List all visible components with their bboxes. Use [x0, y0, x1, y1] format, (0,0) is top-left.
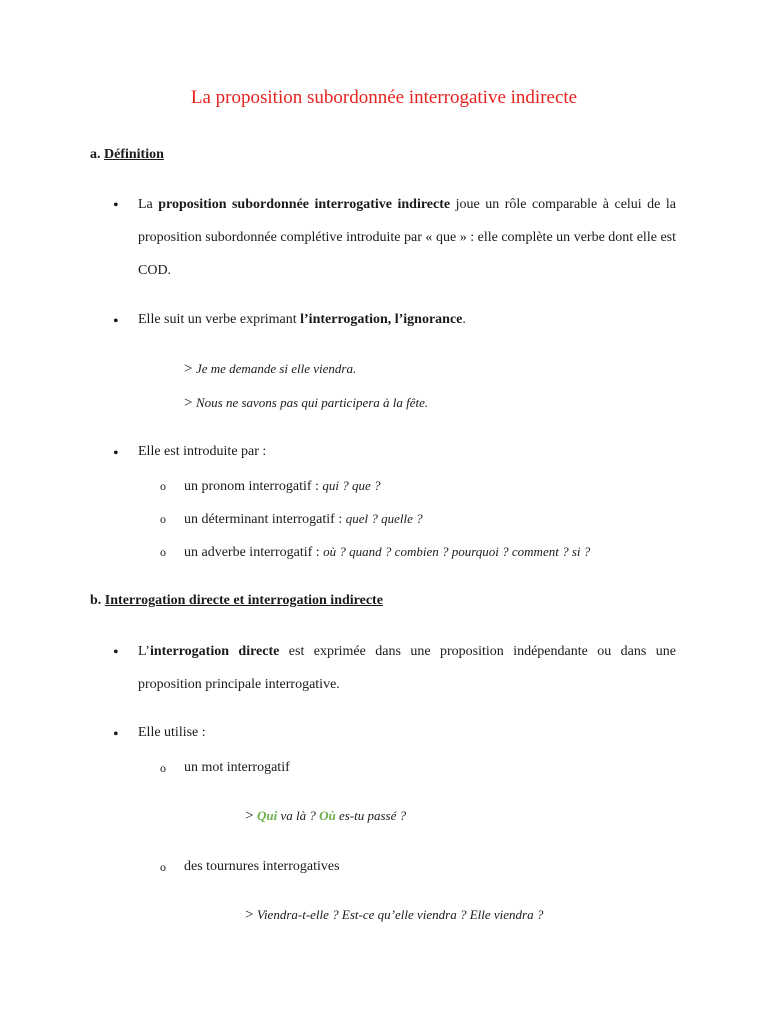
highlight-word: Qui — [256, 808, 278, 823]
bullet-b1: • — [113, 644, 119, 661]
section-a-label: a. — [90, 147, 101, 162]
section-b-label: b. — [90, 593, 102, 608]
text-fragment: . — [462, 312, 466, 327]
section-b-title: Interrogation directe et interrogation indirecte — [104, 593, 383, 608]
sub-bullet: o — [160, 860, 166, 874]
highlight-word: Où — [319, 808, 336, 823]
example-text: Viendra-t-elle ? Est-ce qu’elle viendra ? Elle viendra ? — [256, 907, 544, 922]
arrow-icon: > — [245, 907, 254, 923]
bold-term: proposition subordonnée interrogative indirecte — [158, 197, 451, 212]
page-title: La proposition subordonnée interrogative indirecte — [190, 87, 578, 108]
paragraph-uses: Elle utilise : — [138, 725, 206, 740]
paragraph-verb — [138, 311, 466, 329]
text-fragment: L’ — [138, 644, 150, 659]
italic-words: où ? quand ? combien ? pourquoi ? comment ? si ? — [323, 544, 591, 559]
arrow-icon: > — [245, 808, 254, 824]
sub-item-phrases: des tournures interrogatives — [184, 859, 340, 874]
sub-item-pronoun — [184, 477, 381, 496]
bullet-a3: • — [113, 445, 119, 462]
section-b-heading — [90, 592, 383, 610]
bullet-a2: • — [113, 313, 119, 330]
bold-term: interrogation directe — [149, 644, 280, 659]
sub-bullet: o — [160, 545, 166, 559]
arrow-icon: > — [184, 361, 193, 377]
text-fragment: est exprimée dans une proposition indépendante ou dans une proposition principale interrogative. — [138, 644, 676, 692]
paragraph-direct — [138, 635, 676, 701]
section-a-heading — [90, 146, 164, 164]
sub-bullet: o — [160, 512, 166, 526]
example-text: es-tu passé ? — [335, 808, 407, 823]
sub-item-adverb — [184, 543, 590, 562]
text-fragment: un déterminant interrogatif : — [184, 512, 346, 527]
sub-bullet: o — [160, 761, 166, 775]
sub-item-determiner — [184, 510, 423, 529]
arrow-icon: > — [184, 395, 193, 411]
italic-words: qui ? que ? — [322, 478, 381, 493]
example-text: Nous ne savons pas qui participera à la fête. — [195, 395, 429, 410]
example-1 — [184, 360, 356, 379]
paragraph-definition — [138, 188, 676, 287]
text-fragment: joue un rôle comparable à celui de la proposition subordonnée complétive introduite par « que » : elle complète un verbe dont elle est COD. — [138, 197, 677, 278]
example-text: Je me demande si elle viendra. — [195, 361, 357, 376]
example-text: va là ? — [277, 808, 320, 823]
text-fragment: un pronom interrogatif : — [184, 479, 323, 494]
sub-item-word: un mot interrogatif — [184, 760, 290, 775]
paragraph-introduced: Elle est introduite par : — [138, 444, 267, 459]
italic-words: quel ? quelle ? — [345, 511, 423, 526]
example-2 — [184, 394, 428, 413]
text-fragment: Elle suit un verbe exprimant — [138, 312, 301, 327]
text-fragment: La — [138, 197, 159, 212]
bullet-b2: • — [113, 726, 119, 743]
sub-bullet: o — [160, 479, 166, 493]
bullet-a1: • — [113, 197, 119, 214]
example-3 — [245, 807, 406, 826]
text-fragment: un adverbe interrogatif : — [184, 545, 324, 560]
section-a-title: Définition — [104, 147, 164, 162]
bold-term: l’interrogation, l’ignorance — [300, 312, 463, 327]
example-4 — [245, 906, 543, 925]
